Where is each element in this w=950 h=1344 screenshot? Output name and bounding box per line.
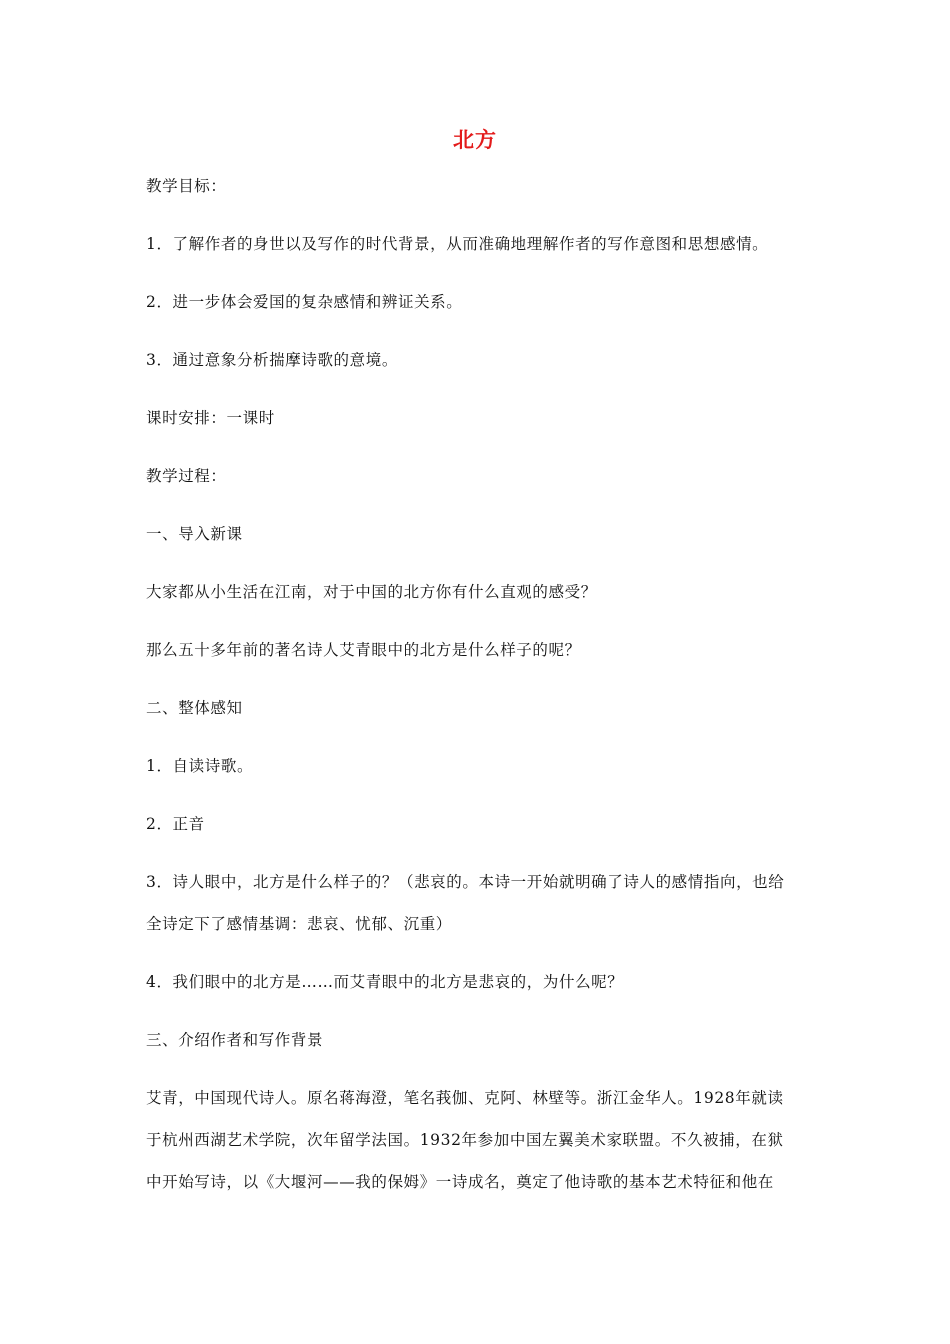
list-item: 3．诗人眼中，北方是什么样子的？（悲哀的。本诗一开始就明确了诗人的感情指向，也给 (146, 873, 785, 891)
objective-1: 1．了解作者的身世以及写作的时代背景，从而准确地理解作者的写作意图和思想感情。 (146, 235, 769, 253)
page-title: 北方 (453, 128, 497, 152)
paragraph-line: 大家都从小生活在江南，对于中国的北方你有什么直观的感受？ (146, 583, 597, 601)
teaching-process-heading: 教学过程： (146, 467, 227, 485)
paragraph-line: 中开始写诗，以《大堰河——我的保姆》一诗成名，奠定了他诗歌的基本艺术特征和他在 (146, 1173, 774, 1191)
schedule-line: 课时安排：一课时 (146, 409, 275, 427)
paragraph-line: 艾青，中国现代诗人。原名蒋海澄，笔名莪伽、克阿、林壁等。浙江金华人。1928年就读 (146, 1089, 784, 1107)
section-1-heading: 一、导入新课 (146, 525, 243, 543)
objective-3: 3．通过意象分析揣摩诗歌的意境。 (146, 351, 398, 369)
paragraph-line: 于杭州西湖艺术学院，次年留学法国。1932年参加中国左翼美术家联盟。不久被捕，在狱 (146, 1131, 784, 1149)
list-item: 2．正音 (146, 815, 205, 833)
section-3-heading: 三、介绍作者和写作背景 (146, 1031, 324, 1049)
list-item: 1．自读诗歌。 (146, 757, 254, 775)
objective-2: 2．进一步体会爱国的复杂感情和辨证关系。 (146, 293, 463, 311)
paragraph-line: 那么五十多年前的著名诗人艾青眼中的北方是什么样子的呢？ (146, 641, 581, 659)
list-item: 4．我们眼中的北方是……而艾青眼中的北方是悲哀的，为什么呢？ (146, 973, 624, 991)
list-item-continuation: 全诗定下了感情基调：悲哀、忧郁、沉重） (146, 915, 452, 933)
section-2-heading: 二、整体感知 (146, 699, 243, 717)
teaching-objectives-heading: 教学目标： (146, 177, 227, 195)
